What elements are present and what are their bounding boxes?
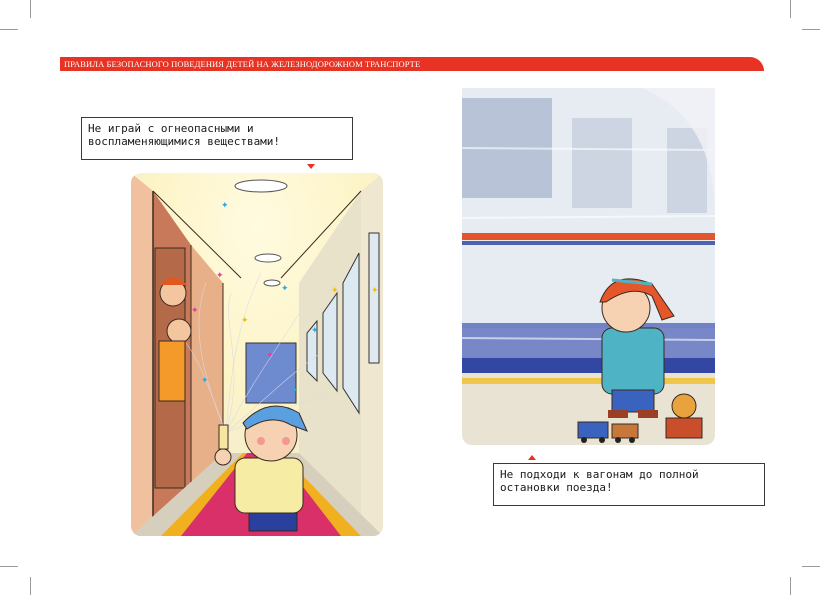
right-caption [493, 463, 765, 506]
svg-text:✦: ✦ [281, 284, 289, 294]
left-caption-line-1: Не играй с огнеопасными и [88, 122, 254, 135]
left-caption-line-2: воспламеняющимися веществами! [88, 135, 281, 148]
svg-text:✦: ✦ [241, 316, 249, 326]
svg-text:✦: ✦ [201, 376, 209, 386]
crop-mark-bottom-right-h [802, 566, 820, 567]
crop-mark-bottom-right-v [790, 577, 791, 595]
svg-text:✦: ✦ [331, 286, 339, 296]
svg-text:✦: ✦ [191, 306, 199, 316]
right-caption-line-1: Не подходи к вагонам до полной [500, 468, 699, 481]
svg-text:✦: ✦ [311, 326, 319, 336]
svg-text:✦: ✦ [371, 286, 379, 296]
svg-text:✦: ✦ [291, 386, 299, 396]
crop-mark-top-right-h [802, 29, 820, 30]
right-caption-line-2: остановки поезда! [500, 481, 613, 494]
crop-mark-top-right-v [790, 0, 791, 18]
crop-mark-top-left-h [0, 29, 18, 30]
crop-mark-bottom-left-v [30, 577, 31, 595]
right-caption-pointer [528, 455, 536, 460]
svg-text:✦: ✦ [221, 201, 229, 211]
header-bar [60, 57, 764, 71]
svg-text:✦: ✦ [266, 351, 274, 361]
corridor-illustration [131, 173, 383, 536]
crop-mark-top-left-v [30, 0, 31, 18]
crop-mark-bottom-left-h [0, 566, 18, 567]
left-caption-pointer [307, 164, 315, 169]
platform-illustration [462, 88, 715, 445]
left-caption [81, 117, 353, 160]
svg-text:✦: ✦ [216, 271, 224, 281]
header-title: ПРАВИЛА БЕЗОПАСНОГО ПОВЕДЕНИЯ ДЕТЕЙ НА ЖЕЛЕЗНОДОРОЖНОМ ТРАНСПОРТЕ [64, 59, 421, 69]
